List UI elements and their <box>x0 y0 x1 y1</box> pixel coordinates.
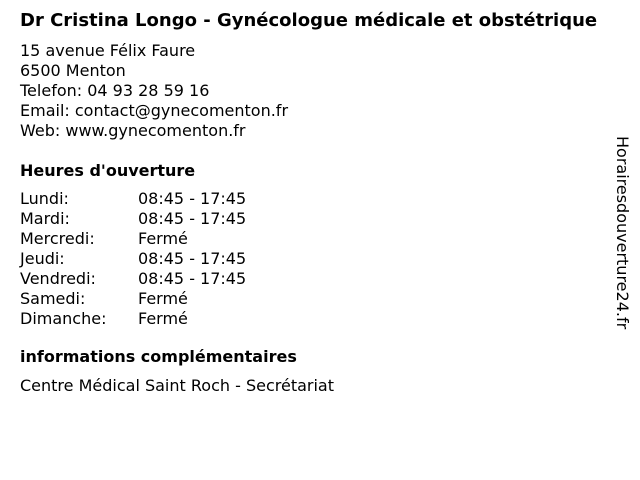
hours-row-saturday <box>20 289 610 309</box>
email-link[interactable]: contact@gynecomenton.fr <box>74 101 289 120</box>
city-address: 6500 Menton <box>20 61 126 80</box>
opening-hours-table <box>20 189 610 329</box>
day-label: Lundi: <box>20 189 69 208</box>
email-line <box>20 101 610 121</box>
day-hours: Fermé <box>138 289 188 308</box>
hours-row-thursday <box>20 249 610 269</box>
day-label: Mercredi: <box>20 229 95 248</box>
hours-row-wednesday <box>20 229 610 249</box>
street-address: 15 avenue Félix Faure <box>20 41 196 60</box>
page-title: Dr Cristina Longo - Gynécologue médicale et obstétrique <box>20 10 598 31</box>
day-hours: 08:45 - 17:45 <box>138 249 247 268</box>
brand-watermark: Horairesdouverture24.fr <box>613 136 632 330</box>
day-label: Vendredi: <box>20 269 96 288</box>
day-label: Samedi: <box>20 289 86 308</box>
day-hours: Fermé <box>138 309 188 328</box>
email-label: Email: <box>20 101 75 120</box>
hours-row-sunday <box>20 309 610 329</box>
additional-info-text: Centre Médical Saint Roch - Secrétariat <box>20 376 334 395</box>
day-hours: 08:45 - 17:45 <box>138 209 247 228</box>
hours-row-friday <box>20 269 610 289</box>
hours-row-monday <box>20 189 610 209</box>
business-card <box>20 10 610 396</box>
day-hours: 08:45 - 17:45 <box>138 269 247 288</box>
day-hours: Fermé <box>138 229 188 248</box>
day-label: Dimanche: <box>20 309 107 328</box>
day-hours: 08:45 - 17:45 <box>138 189 247 208</box>
web-line <box>20 121 610 141</box>
web-label: Web: <box>20 121 66 140</box>
phone-number: Telefon: 04 93 28 59 16 <box>20 81 210 100</box>
opening-hours-heading: Heures d'ouverture <box>20 161 196 180</box>
day-label: Jeudi: <box>20 249 65 268</box>
additional-info-heading: informations complémentaires <box>20 347 297 366</box>
day-label: Mardi: <box>20 209 70 228</box>
website-link[interactable]: www.gynecomenton.fr <box>65 121 246 140</box>
hours-row-tuesday <box>20 209 610 229</box>
address-block <box>20 41 610 141</box>
